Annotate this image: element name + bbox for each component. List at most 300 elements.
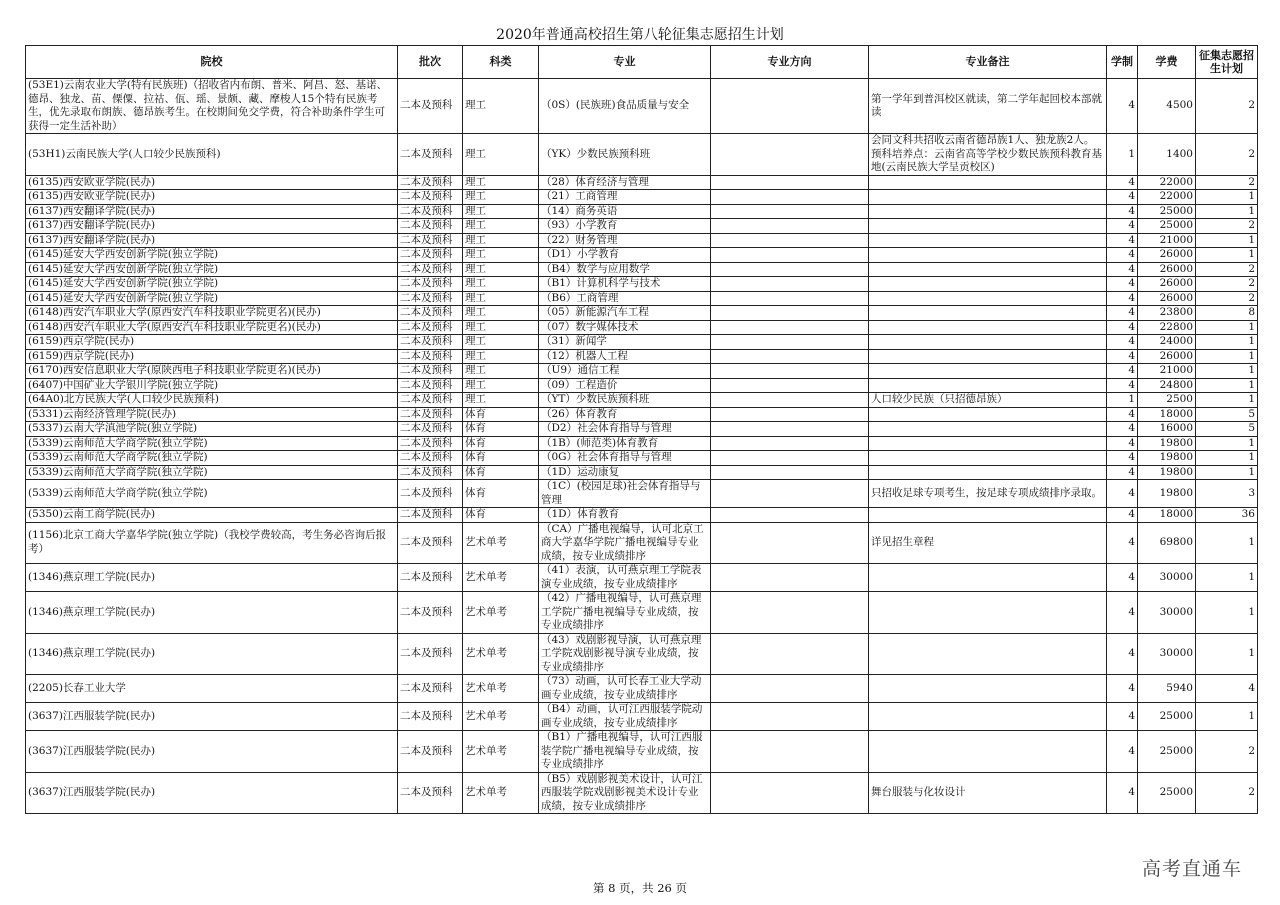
cell-batch: 二本及预科 [398, 349, 463, 364]
cell-fee: 5940 [1138, 675, 1196, 703]
cell-duration: 4 [1107, 731, 1138, 773]
cell-school: (3637)江西服装学院(民办) [26, 731, 398, 773]
cell-plan: 1 [1196, 436, 1258, 451]
header-category: 科类 [463, 46, 539, 79]
cell-batch: 二本及预科 [398, 306, 463, 321]
cell-school: (6170)西安信息职业大学(原陕西电子科技职业学院更名)(民办) [26, 364, 398, 379]
cell-batch: 二本及预科 [398, 335, 463, 350]
page-footer: 第 8 页，共 26 页 [592, 881, 688, 895]
cell-batch: 二本及预科 [398, 731, 463, 773]
cell-note: 会同文科共招收云南省德昂族1人、独龙族2人。预科培养点：云南省高等学校少数民族预科教育基地(云南民族大学呈贡校区) [869, 134, 1107, 176]
cell-direction [711, 772, 869, 814]
cell-note: 只招收足球专项考生，按足球专项成绩排序录取。 [869, 480, 1107, 508]
cell-plan: 5 [1196, 407, 1258, 422]
cell-plan: 1 [1196, 349, 1258, 364]
enrollment-plan-table [25, 45, 1258, 814]
cell-major: （D1）小学教育 [539, 248, 711, 263]
cell-duration: 4 [1107, 349, 1138, 364]
cell-category: 理工 [463, 175, 539, 190]
cell-plan: 1 [1196, 248, 1258, 263]
table-row [26, 407, 1258, 422]
cell-batch: 二本及预科 [398, 564, 463, 592]
cell-school: (6148)西安汽车职业大学(原西安汽车科技职业学院更名)(民办) [26, 306, 398, 321]
cell-note [869, 277, 1107, 292]
cell-duration: 4 [1107, 378, 1138, 393]
cell-plan: 5 [1196, 422, 1258, 437]
cell-fee: 19800 [1138, 436, 1196, 451]
cell-note [869, 703, 1107, 731]
cell-school: (2205)长春工业大学 [26, 675, 398, 703]
cell-major: （YK）少数民族预科班 [539, 134, 711, 176]
cell-plan: 2 [1196, 731, 1258, 773]
cell-school: (1346)燕京理工学院(民办) [26, 564, 398, 592]
cell-fee: 23800 [1138, 306, 1196, 321]
cell-major: （07）数字媒体技术 [539, 320, 711, 335]
cell-category: 理工 [463, 248, 539, 263]
cell-school: (3637)江西服装学院(民办) [26, 703, 398, 731]
table-row [26, 233, 1258, 248]
cell-major: （0G）社会体育指导与管理 [539, 451, 711, 466]
table-row [26, 190, 1258, 205]
table-row [26, 335, 1258, 350]
cell-batch: 二本及预科 [398, 291, 463, 306]
cell-direction [711, 233, 869, 248]
cell-school: (5350)云南工商学院(民办) [26, 508, 398, 523]
cell-batch: 二本及预科 [398, 407, 463, 422]
cell-category: 理工 [463, 393, 539, 408]
cell-plan: 1 [1196, 451, 1258, 466]
cell-plan: 1 [1196, 465, 1258, 480]
cell-school: (6159)西京学院(民办) [26, 335, 398, 350]
cell-plan: 8 [1196, 306, 1258, 321]
cell-direction [711, 393, 869, 408]
cell-batch: 二本及预科 [398, 522, 463, 564]
cell-duration: 4 [1107, 248, 1138, 263]
cell-batch: 二本及预科 [398, 248, 463, 263]
cell-batch: 二本及预科 [398, 320, 463, 335]
cell-batch: 二本及预科 [398, 508, 463, 523]
table-row [26, 508, 1258, 523]
cell-note: 舞台服装与化妆设计 [869, 772, 1107, 814]
cell-direction [711, 204, 869, 219]
cell-batch: 二本及预科 [398, 204, 463, 219]
table-row [26, 364, 1258, 379]
cell-major: （1D）体育教育 [539, 508, 711, 523]
cell-batch: 二本及预科 [398, 233, 463, 248]
header-major: 专业 [539, 46, 711, 79]
cell-direction [711, 508, 869, 523]
cell-fee: 24000 [1138, 335, 1196, 350]
cell-major: （B1）计算机科学与技术 [539, 277, 711, 292]
cell-direction [711, 675, 869, 703]
cell-direction [711, 436, 869, 451]
cell-duration: 4 [1107, 436, 1138, 451]
cell-plan: 3 [1196, 480, 1258, 508]
cell-direction [711, 134, 869, 176]
table-row [26, 219, 1258, 234]
cell-duration: 4 [1107, 175, 1138, 190]
header-plan: 征集志愿招生计划 [1196, 46, 1258, 79]
cell-fee: 1400 [1138, 134, 1196, 176]
cell-category: 体育 [463, 451, 539, 466]
cell-plan: 2 [1196, 277, 1258, 292]
cell-plan: 1 [1196, 378, 1258, 393]
table-row [26, 277, 1258, 292]
cell-plan: 1 [1196, 190, 1258, 205]
cell-school: (6137)西安翻译学院(民办) [26, 219, 398, 234]
cell-batch: 二本及预科 [398, 364, 463, 379]
cell-direction [711, 79, 869, 134]
cell-note [869, 219, 1107, 234]
cell-major: （28）体育经济与管理 [539, 175, 711, 190]
cell-batch: 二本及预科 [398, 465, 463, 480]
cell-category: 体育 [463, 465, 539, 480]
cell-duration: 4 [1107, 633, 1138, 675]
cell-direction [711, 306, 869, 321]
cell-plan: 1 [1196, 393, 1258, 408]
cell-duration: 4 [1107, 508, 1138, 523]
cell-batch: 二本及预科 [398, 393, 463, 408]
cell-plan: 1 [1196, 564, 1258, 592]
cell-school: (5339)云南师范大学商学院(独立学院) [26, 465, 398, 480]
cell-direction [711, 592, 869, 634]
cell-school: (6145)延安大学西安创新学院(独立学院) [26, 277, 398, 292]
cell-major: （0S）(民族班)食品质量与安全 [539, 79, 711, 134]
cell-plan: 1 [1196, 703, 1258, 731]
table-row [26, 204, 1258, 219]
cell-major: （B6）工商管理 [539, 291, 711, 306]
cell-note [869, 349, 1107, 364]
cell-category: 理工 [463, 204, 539, 219]
cell-direction [711, 731, 869, 773]
cell-note [869, 675, 1107, 703]
cell-note [869, 320, 1107, 335]
cell-note [869, 175, 1107, 190]
cell-duration: 4 [1107, 522, 1138, 564]
cell-major: （26）体育教育 [539, 407, 711, 422]
cell-major: （U9）通信工程 [539, 364, 711, 379]
cell-batch: 二本及预科 [398, 480, 463, 508]
cell-fee: 69800 [1138, 522, 1196, 564]
cell-direction [711, 465, 869, 480]
cell-major: （B4）动画，认可江西服装学院动画专业成绩，按专业成绩排序 [539, 703, 711, 731]
cell-plan: 2 [1196, 219, 1258, 234]
cell-batch: 二本及预科 [398, 703, 463, 731]
cell-duration: 4 [1107, 219, 1138, 234]
cell-duration: 4 [1107, 320, 1138, 335]
cell-major: （31）新闻学 [539, 335, 711, 350]
cell-plan: 36 [1196, 508, 1258, 523]
cell-duration: 4 [1107, 465, 1138, 480]
cell-duration: 4 [1107, 407, 1138, 422]
table-row [26, 772, 1258, 814]
cell-batch: 二本及预科 [398, 262, 463, 277]
cell-duration: 4 [1107, 79, 1138, 134]
cell-direction [711, 522, 869, 564]
table-row [26, 633, 1258, 675]
cell-note [869, 248, 1107, 263]
cell-school: (6159)西京学院(民办) [26, 349, 398, 364]
cell-category: 艺术单考 [463, 522, 539, 564]
cell-note [869, 592, 1107, 634]
cell-fee: 25000 [1138, 219, 1196, 234]
table-row [26, 436, 1258, 451]
cell-fee: 22000 [1138, 190, 1196, 205]
cell-duration: 4 [1107, 772, 1138, 814]
cell-plan: 1 [1196, 320, 1258, 335]
cell-school: (6145)延安大学西安创新学院(独立学院) [26, 248, 398, 263]
cell-major: （1D）运动康复 [539, 465, 711, 480]
cell-note: 第一学年到普洱校区就读，第二学年起回校本部就读 [869, 79, 1107, 134]
cell-category: 理工 [463, 291, 539, 306]
cell-note: 人口较少民族（只招德昂族） [869, 393, 1107, 408]
cell-direction [711, 262, 869, 277]
cell-major: （1C）(校园足球)社会体育指导与管理 [539, 480, 711, 508]
cell-note [869, 564, 1107, 592]
cell-batch: 二本及预科 [398, 451, 463, 466]
cell-note [869, 633, 1107, 675]
cell-fee: 2500 [1138, 393, 1196, 408]
cell-plan: 2 [1196, 134, 1258, 176]
cell-fee: 18000 [1138, 407, 1196, 422]
header-fee: 学费 [1138, 46, 1196, 79]
table-row [26, 480, 1258, 508]
table-row [26, 393, 1258, 408]
cell-school: (6135)西安欧亚学院(民办) [26, 190, 398, 205]
cell-direction [711, 703, 869, 731]
cell-category: 理工 [463, 190, 539, 205]
cell-school: (53H1)云南民族大学(人口较少民族预科) [26, 134, 398, 176]
header-batch: 批次 [398, 46, 463, 79]
cell-note [869, 422, 1107, 437]
cell-batch: 二本及预科 [398, 675, 463, 703]
cell-note [869, 291, 1107, 306]
cell-fee: 25000 [1138, 204, 1196, 219]
cell-category: 理工 [463, 364, 539, 379]
table-row [26, 291, 1258, 306]
cell-fee: 21000 [1138, 233, 1196, 248]
cell-note [869, 731, 1107, 773]
cell-batch: 二本及预科 [398, 190, 463, 205]
cell-school: (6135)西安欧亚学院(民办) [26, 175, 398, 190]
table-row [26, 522, 1258, 564]
cell-category: 理工 [463, 320, 539, 335]
cell-category: 艺术单考 [463, 564, 539, 592]
cell-category: 理工 [463, 219, 539, 234]
cell-category: 理工 [463, 306, 539, 321]
cell-school: (6137)西安翻译学院(民办) [26, 204, 398, 219]
cell-plan: 1 [1196, 633, 1258, 675]
cell-school: (5339)云南师范大学商学院(独立学院) [26, 436, 398, 451]
table-row [26, 378, 1258, 393]
cell-direction [711, 175, 869, 190]
cell-school: (3637)江西服装学院(民办) [26, 772, 398, 814]
cell-fee: 22000 [1138, 175, 1196, 190]
cell-fee: 18000 [1138, 508, 1196, 523]
cell-school: (1156)北京工商大学嘉华学院(独立学院)（我校学费较高，考生务必咨询后报考） [26, 522, 398, 564]
cell-category: 体育 [463, 407, 539, 422]
cell-category: 艺术单考 [463, 703, 539, 731]
cell-batch: 二本及预科 [398, 436, 463, 451]
cell-major: （B1）广播电视编导，认可江西服装学院广播电视编导专业成绩，按专业成绩排序 [539, 731, 711, 773]
cell-category: 艺术单考 [463, 675, 539, 703]
cell-school: (6148)西安汽车职业大学(原西安汽车科技职业学院更名)(民办) [26, 320, 398, 335]
cell-note [869, 306, 1107, 321]
cell-duration: 4 [1107, 564, 1138, 592]
cell-batch: 二本及预科 [398, 592, 463, 634]
cell-plan: 2 [1196, 772, 1258, 814]
cell-school: (6145)延安大学西安创新学院(独立学院) [26, 291, 398, 306]
cell-fee: 19800 [1138, 451, 1196, 466]
cell-major: （22）财务管理 [539, 233, 711, 248]
cell-plan: 4 [1196, 675, 1258, 703]
table-row [26, 349, 1258, 364]
cell-fee: 26000 [1138, 248, 1196, 263]
cell-category: 理工 [463, 134, 539, 176]
cell-duration: 4 [1107, 364, 1138, 379]
cell-duration: 4 [1107, 277, 1138, 292]
cell-direction [711, 291, 869, 306]
cell-batch: 二本及预科 [398, 772, 463, 814]
header-school: 院校 [26, 46, 398, 79]
cell-note [869, 508, 1107, 523]
cell-major: （B5）戏剧影视美术设计，认可江西服装学院戏剧影视美术设计专业成绩，按专业成绩排序 [539, 772, 711, 814]
cell-major: （73）动画，认可长春工业大学动画专业成绩，按专业成绩排序 [539, 675, 711, 703]
cell-school: (6145)延安大学西安创新学院(独立学院) [26, 262, 398, 277]
cell-duration: 4 [1107, 335, 1138, 350]
cell-school: (5337)云南大学滇池学院(独立学院) [26, 422, 398, 437]
cell-duration: 4 [1107, 190, 1138, 205]
cell-fee: 26000 [1138, 262, 1196, 277]
cell-duration: 4 [1107, 291, 1138, 306]
cell-category: 艺术单考 [463, 633, 539, 675]
cell-plan: 1 [1196, 364, 1258, 379]
document-title: 2020年普通高校招生第八轮征集志愿招生计划 [496, 27, 784, 43]
cell-fee: 26000 [1138, 277, 1196, 292]
cell-fee: 19800 [1138, 465, 1196, 480]
cell-direction [711, 633, 869, 675]
cell-direction [711, 320, 869, 335]
cell-plan: 1 [1196, 335, 1258, 350]
table-row [26, 79, 1258, 134]
cell-major: （CA）广播电视编导，认可北京工商大学嘉华学院广播电视编导专业成绩，按专业成绩排序 [539, 522, 711, 564]
table-body [26, 79, 1258, 814]
cell-plan: 1 [1196, 522, 1258, 564]
cell-school: (6407)中国矿业大学银川学院(独立学院) [26, 378, 398, 393]
cell-direction [711, 364, 869, 379]
table-row [26, 703, 1258, 731]
cell-duration: 4 [1107, 233, 1138, 248]
cell-duration: 4 [1107, 451, 1138, 466]
cell-major: （21）工商管理 [539, 190, 711, 205]
cell-category: 理工 [463, 79, 539, 134]
cell-school: (5339)云南师范大学商学院(独立学院) [26, 451, 398, 466]
cell-direction [711, 219, 869, 234]
cell-major: （1B）(师范类)体育教育 [539, 436, 711, 451]
cell-duration: 4 [1107, 480, 1138, 508]
cell-category: 理工 [463, 277, 539, 292]
cell-direction [711, 480, 869, 508]
cell-major: （D2）社会体育指导与管理 [539, 422, 711, 437]
cell-note [869, 190, 1107, 205]
watermark-logo: 高考直通车 [1142, 858, 1243, 880]
table-row [26, 675, 1258, 703]
cell-duration: 1 [1107, 393, 1138, 408]
cell-plan: 2 [1196, 262, 1258, 277]
cell-category: 艺术单考 [463, 731, 539, 773]
cell-school: (5331)云南经济管理学院(民办) [26, 407, 398, 422]
cell-direction [711, 378, 869, 393]
cell-direction [711, 422, 869, 437]
cell-major: （09）工程造价 [539, 378, 711, 393]
cell-major: （05）新能源汽车工程 [539, 306, 711, 321]
cell-major: （93）小学教育 [539, 219, 711, 234]
cell-direction [711, 190, 869, 205]
cell-batch: 二本及预科 [398, 378, 463, 393]
cell-category: 体育 [463, 436, 539, 451]
cell-fee: 25000 [1138, 703, 1196, 731]
cell-school: (6137)西安翻译学院(民办) [26, 233, 398, 248]
cell-note [869, 407, 1107, 422]
cell-plan: 1 [1196, 592, 1258, 634]
cell-fee: 22800 [1138, 320, 1196, 335]
cell-duration: 4 [1107, 592, 1138, 634]
cell-major: （41）表演，认可燕京理工学院表演专业成绩，按专业成绩排序 [539, 564, 711, 592]
table-row [26, 306, 1258, 321]
cell-school: (5339)云南师范大学商学院(独立学院) [26, 480, 398, 508]
cell-batch: 二本及预科 [398, 175, 463, 190]
cell-fee: 24800 [1138, 378, 1196, 393]
table-row [26, 731, 1258, 773]
cell-major: （12）机器人工程 [539, 349, 711, 364]
cell-duration: 4 [1107, 204, 1138, 219]
cell-plan: 2 [1196, 291, 1258, 306]
cell-category: 艺术单考 [463, 772, 539, 814]
cell-batch: 二本及预科 [398, 219, 463, 234]
cell-fee: 4500 [1138, 79, 1196, 134]
cell-fee: 25000 [1138, 731, 1196, 773]
cell-note [869, 451, 1107, 466]
cell-category: 理工 [463, 335, 539, 350]
cell-plan: 1 [1196, 233, 1258, 248]
cell-direction [711, 564, 869, 592]
cell-note [869, 335, 1107, 350]
cell-fee: 26000 [1138, 291, 1196, 306]
cell-direction [711, 349, 869, 364]
cell-school: (1346)燕京理工学院(民办) [26, 633, 398, 675]
cell-direction [711, 277, 869, 292]
cell-duration: 4 [1107, 703, 1138, 731]
cell-category: 理工 [463, 378, 539, 393]
table-row [26, 262, 1258, 277]
cell-duration: 4 [1107, 306, 1138, 321]
cell-batch: 二本及预科 [398, 422, 463, 437]
cell-category: 理工 [463, 233, 539, 248]
cell-category: 理工 [463, 262, 539, 277]
cell-direction [711, 407, 869, 422]
cell-batch: 二本及预科 [398, 79, 463, 134]
table-row [26, 564, 1258, 592]
cell-category: 理工 [463, 349, 539, 364]
cell-duration: 4 [1107, 262, 1138, 277]
header-direction: 专业方向 [711, 46, 869, 79]
table-row [26, 134, 1258, 176]
table-row [26, 320, 1258, 335]
cell-category: 体育 [463, 422, 539, 437]
cell-note [869, 364, 1107, 379]
cell-major: （14）商务英语 [539, 204, 711, 219]
header-duration: 学制 [1107, 46, 1138, 79]
